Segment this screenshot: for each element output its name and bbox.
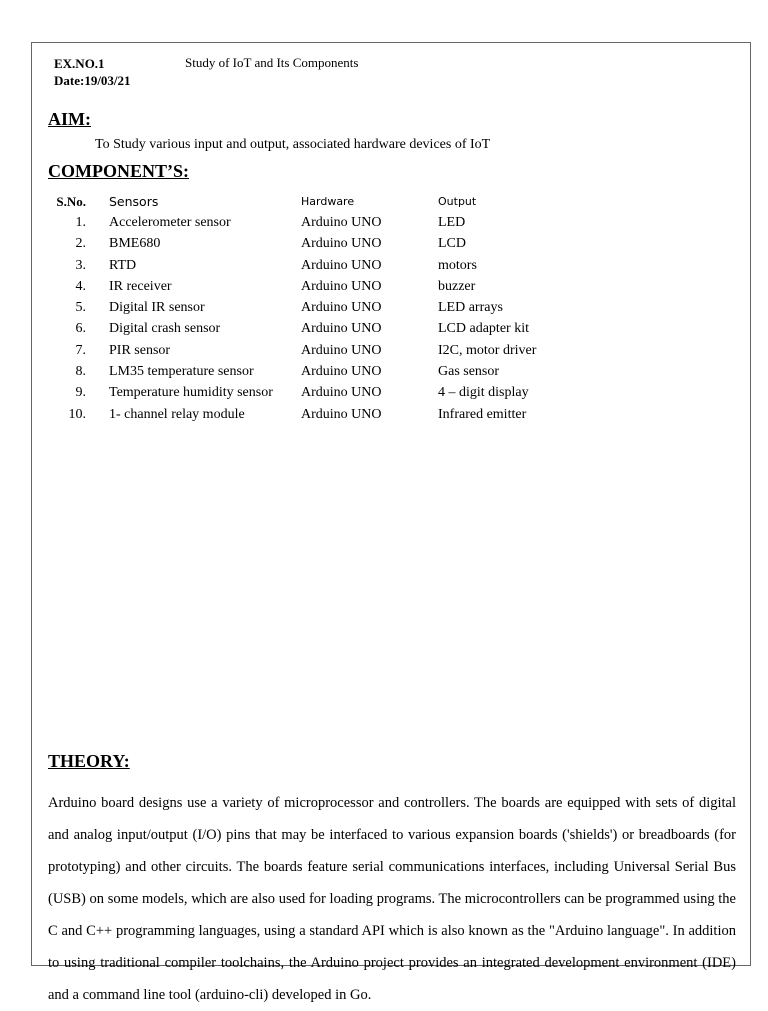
col-sno: S.No. (56, 193, 86, 209)
row-hardware: Arduino UNO (301, 385, 382, 401)
row-output: LED (438, 214, 466, 230)
row-sno: 6. (75, 321, 86, 337)
row-hardware: Arduino UNO (301, 257, 382, 273)
exercise-date: Date:19/03/21 (54, 73, 131, 88)
row-sensor: 1- channel relay module (109, 406, 245, 422)
theory-text: Arduino board designs use a variety of microprocessor and controllers. The boards are equipped with sets of digital and analog input/output (I/O) pins that may be interfaced to various expansion boards ('shields') or breadboards (for prototyping) and other circuits. The boards feature serial communications interfaces, including Universal Serial Bus (USB) on some models, which are also used for loading programs. The microcontrollers can be programmed using the C and C++ programming languages, using a standard API which is also known as the "Arduino language". In addition to using traditional compiler toolchains, the Arduino project provides an integrated development environment (IDE) and a command line tool (arduino-cli) developed in Go. (48, 795, 736, 1003)
col-sensors: Sensors (109, 194, 159, 210)
row-hardware: Arduino UNO (301, 236, 382, 252)
row-sensor: RTD (109, 257, 137, 273)
table-row (46, 297, 536, 318)
row-hardware: Arduino UNO (301, 342, 382, 358)
row-sensor: Temperature humidity sensor (109, 385, 273, 401)
table-row (46, 319, 536, 340)
table-row (46, 361, 536, 382)
row-sno: 3. (75, 257, 86, 273)
exercise-info (54, 55, 131, 89)
row-sno: 7. (75, 342, 86, 358)
row-output: motors (438, 257, 477, 273)
col-output: Output (438, 195, 477, 209)
row-hardware: Arduino UNO (301, 214, 382, 230)
row-sensor: Digital IR sensor (109, 300, 205, 316)
row-output: buzzer (438, 278, 476, 294)
row-sensor: IR receiver (109, 278, 172, 294)
document-page (31, 42, 751, 1003)
table-row (46, 340, 536, 361)
row-output: I2C, motor driver (438, 342, 537, 358)
row-output: Gas sensor (438, 364, 500, 380)
components-heading: COMPONENT’S: (48, 161, 189, 181)
table-row (46, 234, 536, 255)
row-hardware: Arduino UNO (301, 406, 382, 422)
aim-text: To Study various input and output, associated hardware devices of IoT (95, 137, 491, 152)
row-sno: 8. (75, 364, 86, 380)
table-header-row (46, 191, 536, 212)
exercise-title: Study of IoT and Its Components (185, 55, 359, 70)
row-sno: 1. (75, 214, 86, 230)
table-row (46, 276, 536, 297)
theory-heading: THEORY: (48, 751, 130, 771)
row-sensor: PIR sensor (109, 342, 171, 358)
row-sno: 2. (75, 236, 86, 252)
table-row (46, 404, 536, 425)
col-hardware: Hardware (301, 195, 355, 209)
row-sno: 9. (75, 385, 86, 401)
row-output: Infrared emitter (438, 406, 527, 422)
row-sensor: Digital crash sensor (109, 321, 221, 337)
table-row (46, 383, 536, 404)
row-hardware: Arduino UNO (301, 278, 382, 294)
table-row (46, 212, 536, 233)
aim-heading: AIM: (48, 109, 91, 129)
row-sno: 10. (68, 406, 86, 422)
row-hardware: Arduino UNO (301, 321, 382, 337)
row-sensor: Accelerometer sensor (109, 214, 231, 230)
row-hardware: Arduino UNO (301, 364, 382, 380)
exercise-number: EX.NO.1 (54, 56, 105, 71)
row-sensor: LM35 temperature sensor (109, 364, 254, 380)
row-output: LCD (438, 236, 466, 252)
row-hardware: Arduino UNO (301, 300, 382, 316)
table-row (46, 255, 536, 276)
row-output: LCD adapter kit (438, 321, 529, 337)
row-output: 4 – digit display (438, 385, 529, 401)
row-sno: 4. (75, 278, 86, 294)
row-output: LED arrays (438, 300, 503, 316)
row-sno: 5. (75, 300, 86, 316)
row-sensor: BME680 (109, 236, 161, 252)
components-table (46, 191, 536, 425)
